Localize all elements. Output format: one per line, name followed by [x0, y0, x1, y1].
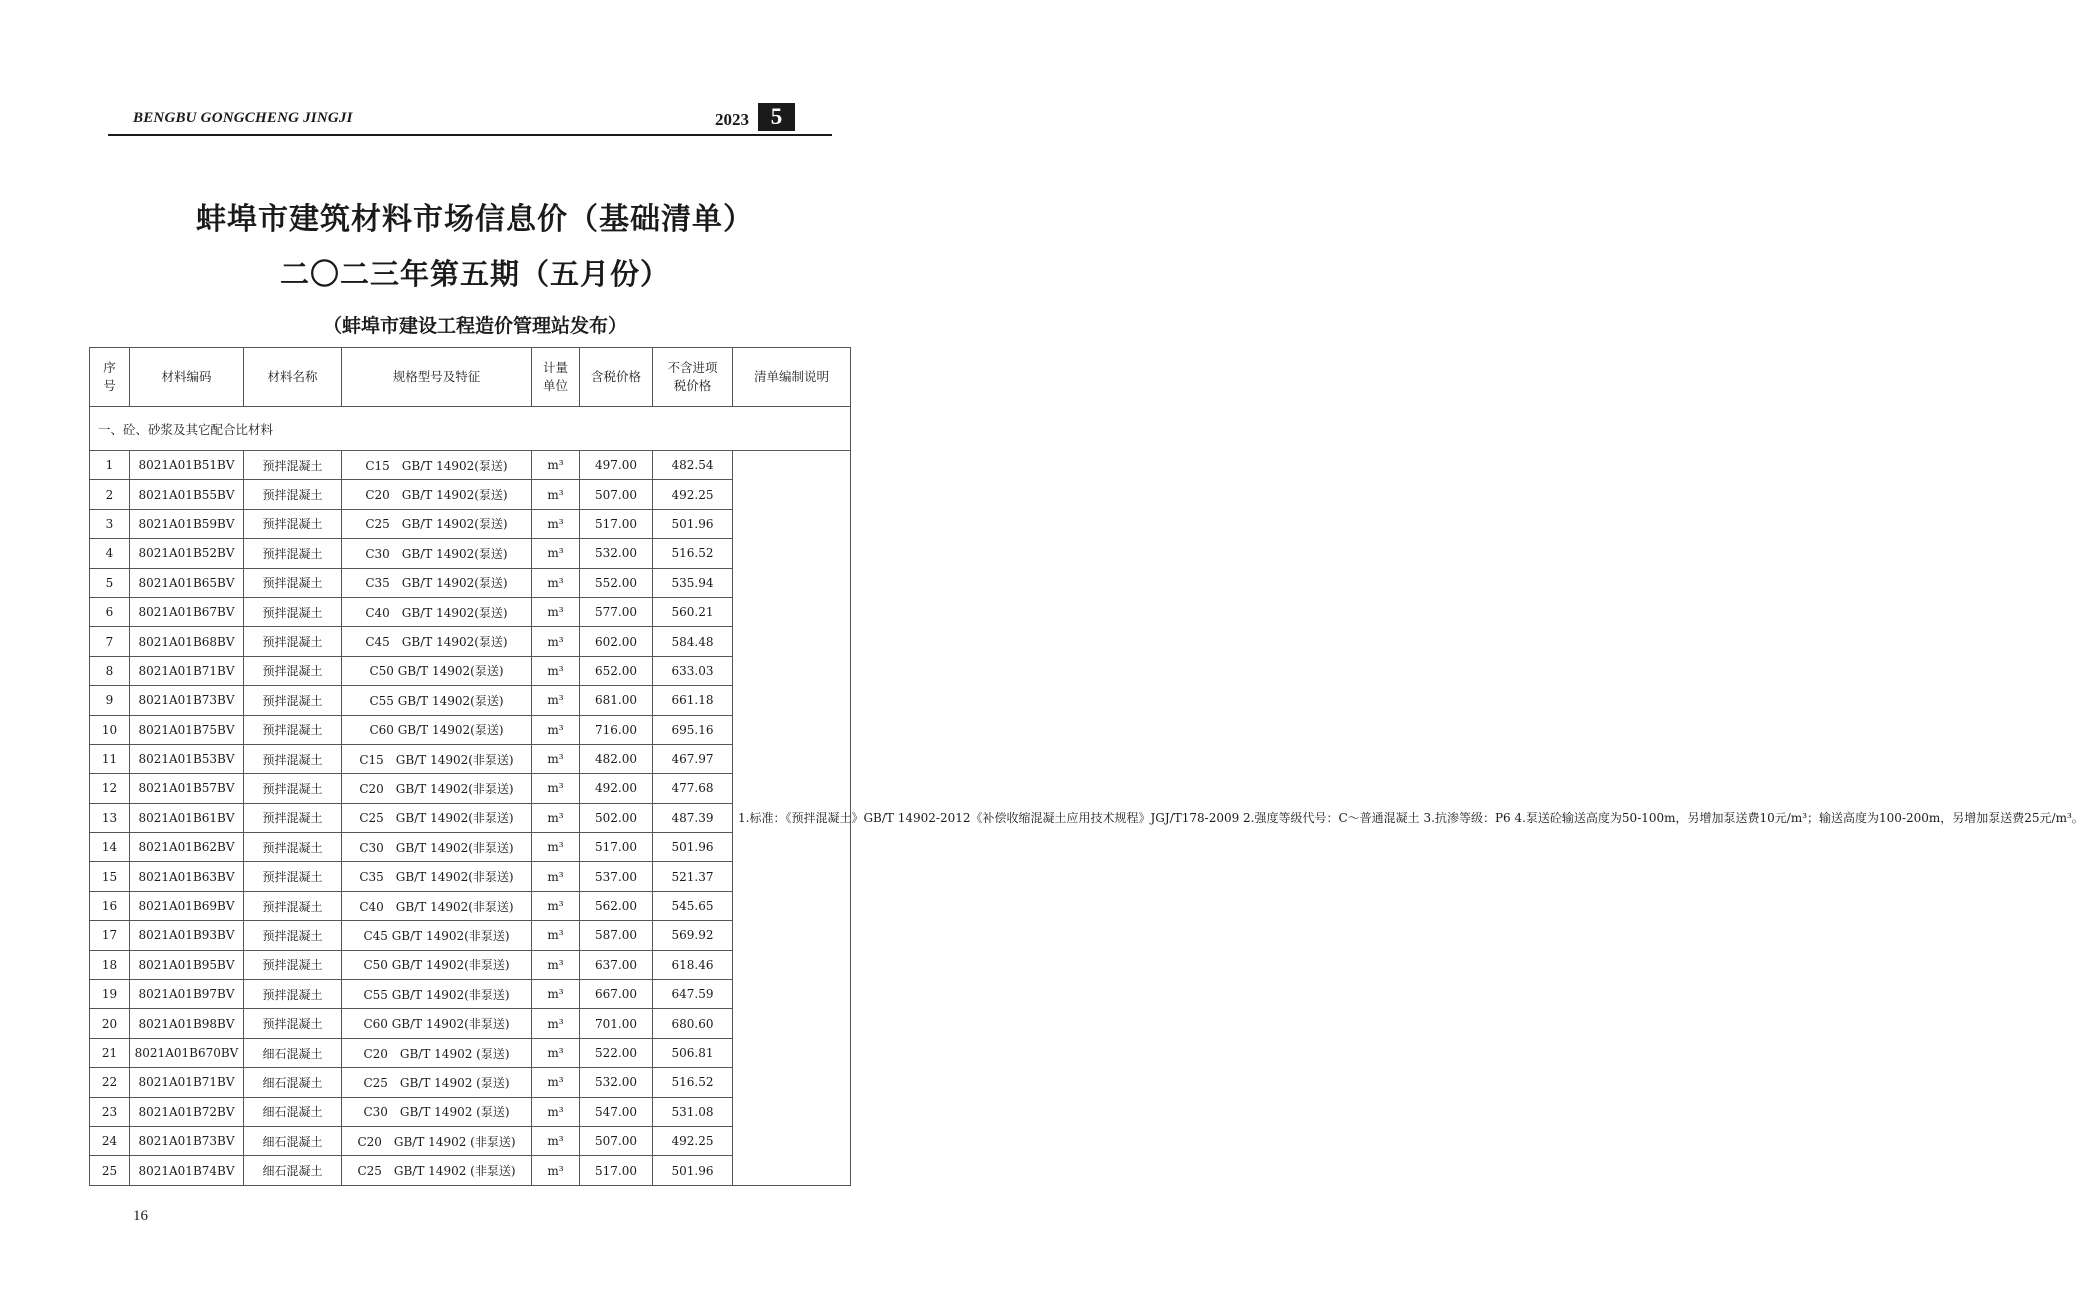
cell-spec: C20 GB/T 14902(非泵送)	[342, 774, 532, 803]
cell-price-notax: 467.97	[653, 744, 733, 773]
cell-price-tax: 532.00	[580, 539, 653, 568]
cell-index: 19	[90, 980, 130, 1009]
section-row	[90, 407, 851, 451]
cell-unit: m³	[532, 1038, 580, 1067]
cell-spec: C35 GB/T 14902(泵送)	[342, 568, 532, 597]
cell-index: 15	[90, 862, 130, 891]
cell-index: 2	[90, 480, 130, 509]
cell-index: 16	[90, 891, 130, 920]
cell-code: 8021A01B65BV	[130, 568, 244, 597]
cell-index: 8	[90, 656, 130, 685]
cell-code: 8021A01B93BV	[130, 921, 244, 950]
cell-unit: m³	[532, 568, 580, 597]
cell-unit: m³	[532, 1068, 580, 1097]
table-row	[90, 451, 851, 480]
cell-name: 预拌混凝土	[244, 803, 342, 832]
cell-price-notax: 618.46	[653, 950, 733, 979]
cell-price-notax: 477.68	[653, 774, 733, 803]
section-title: 一、砼、砂浆及其它配合比材料	[90, 407, 851, 451]
cell-price-notax: 492.25	[653, 480, 733, 509]
cell-price-tax: 507.00	[580, 1126, 653, 1155]
cell-spec: C30 GB/T 14902 (泵送)	[342, 1097, 532, 1126]
cell-price-notax: 531.08	[653, 1097, 733, 1126]
cell-name: 预拌混凝土	[244, 656, 342, 685]
cell-unit: m³	[532, 597, 580, 626]
cell-spec: C50 GB/T 14902(非泵送)	[342, 950, 532, 979]
cell-spec: C60 GB/T 14902(泵送)	[342, 715, 532, 744]
header-divider	[108, 134, 832, 136]
cell-spec: C30 GB/T 14902(非泵送)	[342, 833, 532, 862]
journal-name: BENGBU GONGCHENG JINGJI	[133, 110, 353, 126]
cell-price-tax: 681.00	[580, 686, 653, 715]
cell-name: 预拌混凝土	[244, 862, 342, 891]
cell-unit: m³	[532, 980, 580, 1009]
cell-price-tax: 502.00	[580, 803, 653, 832]
cell-code: 8021A01B55BV	[130, 480, 244, 509]
cell-code: 8021A01B63BV	[130, 862, 244, 891]
cell-price-notax: 501.96	[653, 1156, 733, 1185]
cell-code: 8021A01B75BV	[130, 715, 244, 744]
cell-price-tax: 701.00	[580, 1009, 653, 1038]
cell-price-notax: 506.81	[653, 1038, 733, 1067]
col-header-notes: 清单编制说明	[733, 348, 851, 407]
cell-code: 8021A01B69BV	[130, 891, 244, 920]
cell-spec: C55 GB/T 14902(非泵送)	[342, 980, 532, 1009]
cell-spec: C45 GB/T 14902(非泵送)	[342, 921, 532, 950]
cell-unit: m³	[532, 833, 580, 862]
page-number: 16	[133, 1208, 148, 1224]
cell-price-notax: 680.60	[653, 1009, 733, 1038]
cell-unit: m³	[532, 950, 580, 979]
cell-price-tax: 652.00	[580, 656, 653, 685]
cell-price-notax: 695.16	[653, 715, 733, 744]
publisher-subtitle: （蚌埠市建设工程造价管理站发布）	[322, 315, 627, 337]
cell-spec: C40 GB/T 14902(泵送)	[342, 597, 532, 626]
cell-spec: C20 GB/T 14902 (非泵送)	[342, 1126, 532, 1155]
cell-index: 25	[90, 1156, 130, 1185]
cell-price-notax: 545.65	[653, 891, 733, 920]
cell-code: 8021A01B57BV	[130, 774, 244, 803]
cell-spec: C25 GB/T 14902 (非泵送)	[342, 1156, 532, 1185]
cell-price-notax: 482.54	[653, 451, 733, 480]
cell-index: 13	[90, 803, 130, 832]
cell-name: 预拌混凝土	[244, 833, 342, 862]
cell-price-notax: 569.92	[653, 921, 733, 950]
cell-spec: C60 GB/T 14902(非泵送)	[342, 1009, 532, 1038]
issue-number-badge: 5	[758, 103, 795, 131]
cell-spec: C40 GB/T 14902(非泵送)	[342, 891, 532, 920]
col-header-name: 材料名称	[244, 348, 342, 407]
cell-index: 21	[90, 1038, 130, 1067]
cell-name: 细石混凝土	[244, 1068, 342, 1097]
cell-index: 14	[90, 833, 130, 862]
cell-unit: m³	[532, 715, 580, 744]
cell-price-tax: 537.00	[580, 862, 653, 891]
cell-code: 8021A01B72BV	[130, 1097, 244, 1126]
cell-price-tax: 507.00	[580, 480, 653, 509]
cell-price-tax: 492.00	[580, 774, 653, 803]
cell-unit: m³	[532, 1009, 580, 1038]
cell-index: 17	[90, 921, 130, 950]
cell-code: 8021A01B53BV	[130, 744, 244, 773]
cell-code: 8021A01B71BV	[130, 656, 244, 685]
col-header-unit: 计量单位	[532, 348, 580, 407]
cell-price-notax: 521.37	[653, 862, 733, 891]
cell-price-notax: 492.25	[653, 1126, 733, 1155]
cell-name: 预拌混凝土	[244, 509, 342, 538]
cell-code: 8021A01B73BV	[130, 1126, 244, 1155]
cell-index: 20	[90, 1009, 130, 1038]
cell-index: 24	[90, 1126, 130, 1155]
cell-name: 预拌混凝土	[244, 451, 342, 480]
cell-spec: C50 GB/T 14902(泵送)	[342, 656, 532, 685]
cell-spec: C25 GB/T 14902 (泵送)	[342, 1068, 532, 1097]
cell-price-notax: 516.52	[653, 1068, 733, 1097]
page-title: 蚌埠市建筑材料市场信息价（基础清单）	[196, 202, 754, 237]
cell-spec: C35 GB/T 14902(非泵送)	[342, 862, 532, 891]
cell-name: 预拌混凝土	[244, 686, 342, 715]
cell-index: 11	[90, 744, 130, 773]
cell-unit: m³	[532, 509, 580, 538]
cell-name: 预拌混凝土	[244, 568, 342, 597]
cell-unit: m³	[532, 862, 580, 891]
cell-spec: C20 GB/T 14902(泵送)	[342, 480, 532, 509]
cell-price-tax: 602.00	[580, 627, 653, 656]
cell-price-tax: 587.00	[580, 921, 653, 950]
cell-price-tax: 517.00	[580, 1156, 653, 1185]
cell-index: 5	[90, 568, 130, 597]
cell-name: 预拌混凝土	[244, 1009, 342, 1038]
table-header-row	[90, 348, 851, 407]
cell-unit: m³	[532, 921, 580, 950]
cell-price-tax: 517.00	[580, 833, 653, 862]
col-header-spec: 规格型号及特征	[342, 348, 532, 407]
cell-price-tax: 532.00	[580, 1068, 653, 1097]
cell-index: 9	[90, 686, 130, 715]
cell-name: 预拌混凝土	[244, 774, 342, 803]
cell-code: 8021A01B97BV	[130, 980, 244, 1009]
cell-code: 8021A01B670BV	[130, 1038, 244, 1067]
cell-index: 22	[90, 1068, 130, 1097]
cell-index: 10	[90, 715, 130, 744]
cell-price-notax: 487.39	[653, 803, 733, 832]
cell-spec: C30 GB/T 14902(泵送)	[342, 539, 532, 568]
cell-unit: m³	[532, 451, 580, 480]
cell-price-notax: 647.59	[653, 980, 733, 1009]
cell-code: 8021A01B51BV	[130, 451, 244, 480]
cell-name: 预拌混凝土	[244, 627, 342, 656]
cell-price-notax: 584.48	[653, 627, 733, 656]
cell-unit: m³	[532, 1156, 580, 1185]
cell-unit: m³	[532, 539, 580, 568]
cell-price-tax: 716.00	[580, 715, 653, 744]
cell-unit: m³	[532, 480, 580, 509]
cell-name: 细石混凝土	[244, 1097, 342, 1126]
cell-name: 预拌混凝土	[244, 921, 342, 950]
cell-unit: m³	[532, 744, 580, 773]
cell-spec: C15 GB/T 14902(泵送)	[342, 451, 532, 480]
issue-year: 2023	[715, 110, 749, 129]
cell-name: 细石混凝土	[244, 1038, 342, 1067]
cell-unit: m³	[532, 891, 580, 920]
col-header-index: 序号	[90, 348, 130, 407]
cell-unit: m³	[532, 1097, 580, 1126]
cell-spec: C45 GB/T 14902(泵送)	[342, 627, 532, 656]
cell-code: 8021A01B68BV	[130, 627, 244, 656]
cell-name: 预拌混凝土	[244, 744, 342, 773]
cell-code: 8021A01B52BV	[130, 539, 244, 568]
period-title: 二〇二三年第五期（五月份）	[279, 257, 670, 291]
col-header-price-notax: 不含进项税价格	[653, 348, 733, 407]
cell-price-tax: 482.00	[580, 744, 653, 773]
cell-price-notax: 501.96	[653, 833, 733, 862]
cell-unit: m³	[532, 774, 580, 803]
cell-index: 12	[90, 774, 130, 803]
cell-price-notax: 501.96	[653, 509, 733, 538]
cell-index: 3	[90, 509, 130, 538]
cell-unit: m³	[532, 656, 580, 685]
cell-price-tax: 577.00	[580, 597, 653, 626]
cell-name: 预拌混凝土	[244, 715, 342, 744]
cell-unit: m³	[532, 1126, 580, 1155]
cell-price-tax: 562.00	[580, 891, 653, 920]
cell-code: 8021A01B71BV	[130, 1068, 244, 1097]
cell-name: 细石混凝土	[244, 1156, 342, 1185]
cell-price-notax: 633.03	[653, 656, 733, 685]
cell-code: 8021A01B74BV	[130, 1156, 244, 1185]
cell-spec: C25 GB/T 14902(非泵送)	[342, 803, 532, 832]
cell-price-notax: 560.21	[653, 597, 733, 626]
cell-code: 8021A01B62BV	[130, 833, 244, 862]
cell-price-tax: 637.00	[580, 950, 653, 979]
cell-price-notax: 516.52	[653, 539, 733, 568]
cell-price-notax: 661.18	[653, 686, 733, 715]
col-header-price-tax: 含税价格	[580, 348, 653, 407]
cell-name: 预拌混凝土	[244, 950, 342, 979]
cell-index: 7	[90, 627, 130, 656]
cell-index: 18	[90, 950, 130, 979]
cell-price-tax: 522.00	[580, 1038, 653, 1067]
cell-name: 预拌混凝土	[244, 597, 342, 626]
cell-code: 8021A01B67BV	[130, 597, 244, 626]
cell-index: 23	[90, 1097, 130, 1126]
cell-price-tax: 552.00	[580, 568, 653, 597]
cell-code: 8021A01B95BV	[130, 950, 244, 979]
cell-spec: C15 GB/T 14902(非泵送)	[342, 744, 532, 773]
cell-price-tax: 667.00	[580, 980, 653, 1009]
cell-code: 8021A01B61BV	[130, 803, 244, 832]
cell-name: 预拌混凝土	[244, 539, 342, 568]
cell-code: 8021A01B59BV	[130, 509, 244, 538]
cell-index: 4	[90, 539, 130, 568]
cell-unit: m³	[532, 627, 580, 656]
cell-name: 预拌混凝土	[244, 980, 342, 1009]
notes-cell: 1.标准：《预拌混凝土》GB/T 14902-2012《补偿收缩混凝土应用技术规程》JGJ/T178-2009 2.强度等级代号：C～普通混凝土 3.抗渗等级：P6 4.泵送砼输送高度为50-100m，另增加泵送费10元/m³；输送高度为100-200m，另增加泵送费25元/m³。	[733, 451, 851, 1186]
cell-index: 1	[90, 451, 130, 480]
cell-name: 预拌混凝土	[244, 480, 342, 509]
cell-code: 8021A01B98BV	[130, 1009, 244, 1038]
price-table	[89, 347, 2084, 1186]
cell-code: 8021A01B73BV	[130, 686, 244, 715]
cell-name: 细石混凝土	[244, 1126, 342, 1155]
cell-price-tax: 517.00	[580, 509, 653, 538]
cell-name: 预拌混凝土	[244, 891, 342, 920]
cell-spec: C20 GB/T 14902 (泵送)	[342, 1038, 532, 1067]
cell-unit: m³	[532, 686, 580, 715]
cell-spec: C55 GB/T 14902(泵送)	[342, 686, 532, 715]
cell-spec: C25 GB/T 14902(泵送)	[342, 509, 532, 538]
cell-unit: m³	[532, 803, 580, 832]
col-header-code: 材料编码	[130, 348, 244, 407]
cell-index: 6	[90, 597, 130, 626]
cell-price-tax: 547.00	[580, 1097, 653, 1126]
cell-price-tax: 497.00	[580, 451, 653, 480]
cell-price-notax: 535.94	[653, 568, 733, 597]
